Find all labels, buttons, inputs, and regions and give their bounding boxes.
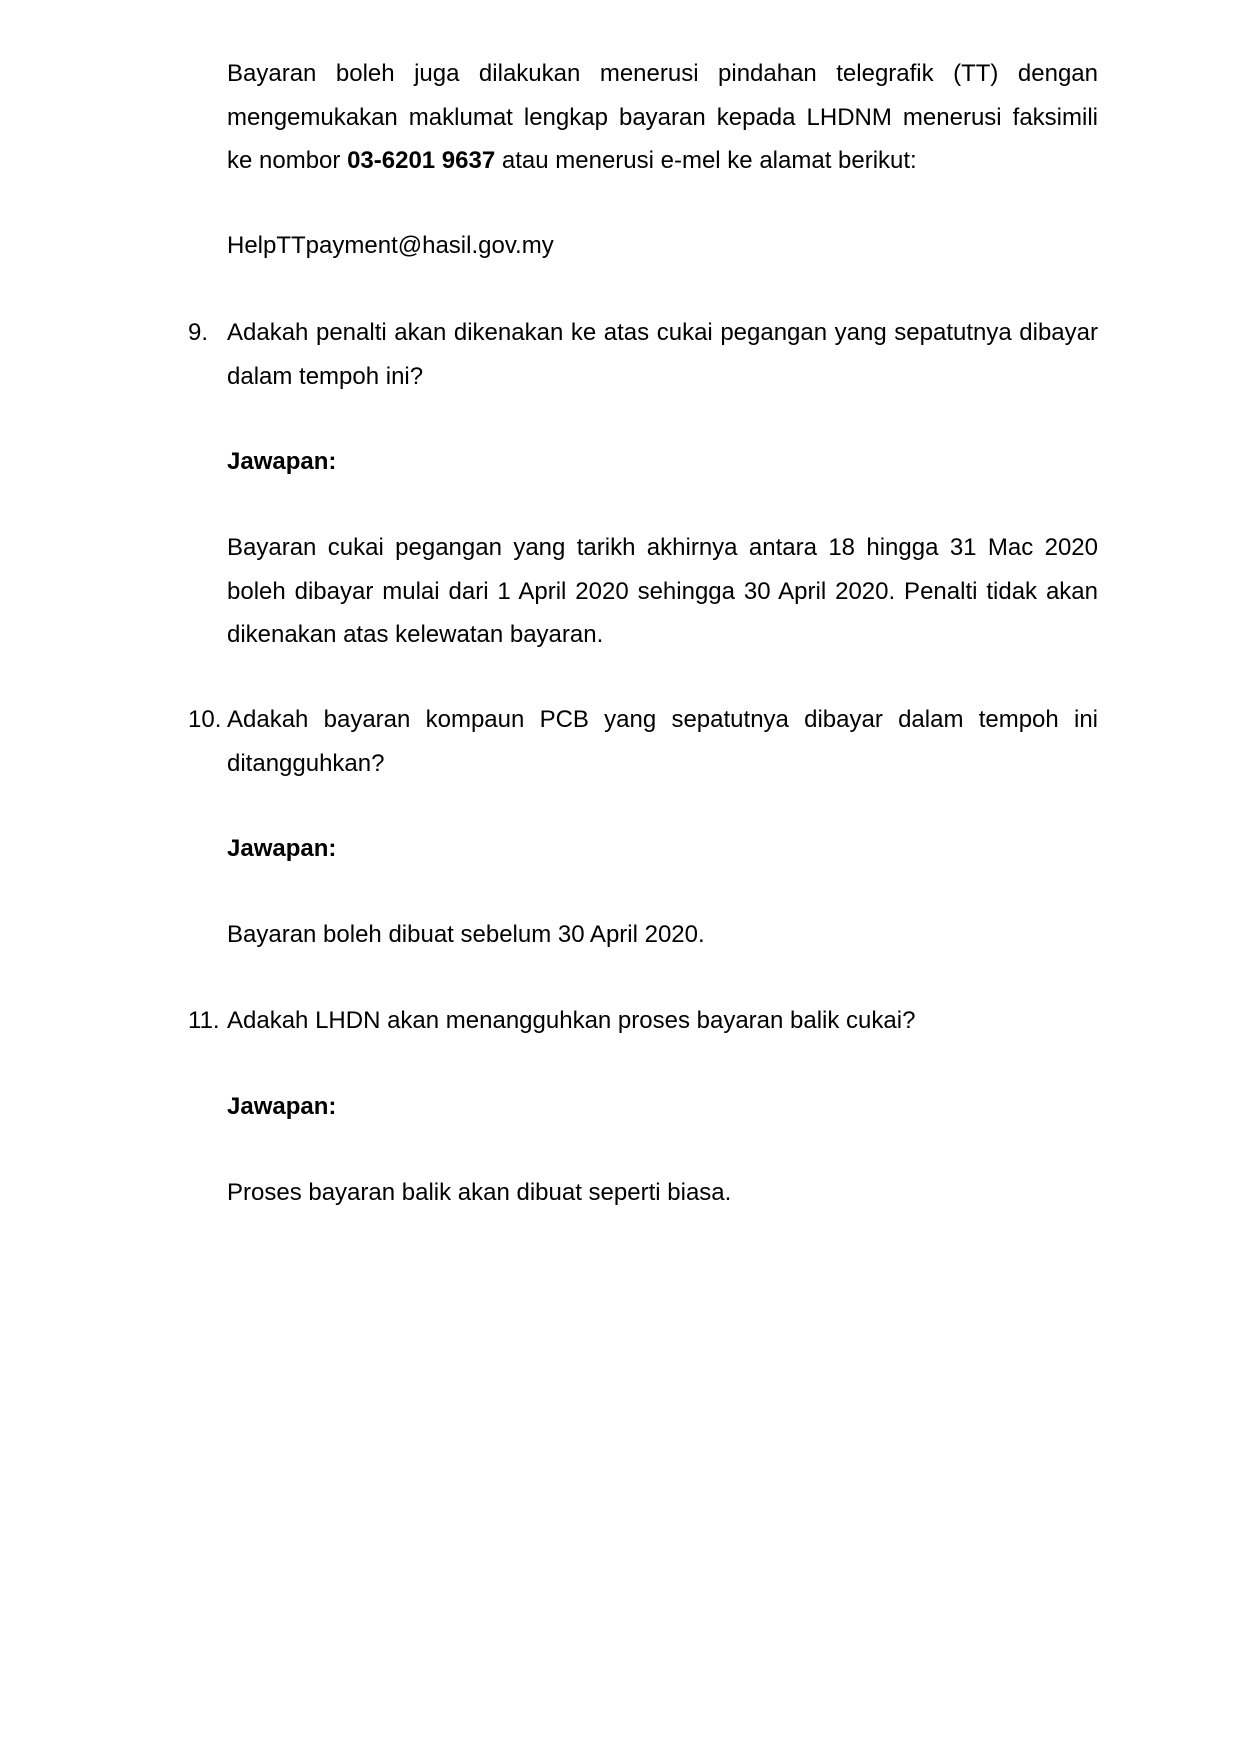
intro-text-after: atau menerusi e-mel ke alamat berikut: bbox=[495, 147, 917, 174]
question-text: Adakah bayaran kompaun PCB yang sepatutnya dibayar dalam tempoh ini ditangguhkan? bbox=[227, 706, 1098, 777]
question-number: 9. bbox=[188, 319, 209, 346]
answer-text: Bayaran cukai pegangan yang tarikh akhirnya antara 18 hingga 31 Mac 2020 boleh dibayar mulai dari 1 April 2020 sehingga 30 April 2020. Penalti tidak akan dikenakan atas kelewatan bayaran. bbox=[227, 534, 1098, 648]
question-number: 10. bbox=[188, 706, 222, 733]
question-text: Adakah penalti akan dikenakan ke atas cukai pegangan yang sepatutnya dibayar dalam tempoh ini? bbox=[227, 319, 1098, 390]
intro-text-before: Bayaran boleh juga dilakukan menerusi pindahan telegrafik (TT) dengan mengemukakan maklumat lengkap bayaran kepada LHDNM menerusi faksimili ke nombor bbox=[227, 60, 1098, 174]
email-address: HelpTTpayment@hasil.gov.my bbox=[227, 232, 554, 259]
answer-text: Bayaran boleh dibuat sebelum 30 April 2020. bbox=[227, 921, 705, 948]
answer-text: Proses bayaran balik akan dibuat seperti biasa. bbox=[227, 1179, 732, 1206]
fax-number: 03-6201 9637 bbox=[347, 147, 496, 174]
question-text: Adakah LHDN akan menangguhkan proses bayaran balik cukai? bbox=[227, 1007, 916, 1034]
intro-paragraph bbox=[227, 52, 1098, 183]
answer-label: Jawapan: bbox=[227, 835, 337, 862]
question-number: 11. bbox=[188, 1007, 220, 1034]
answer-label: Jawapan: bbox=[227, 448, 337, 475]
answer-label: Jawapan: bbox=[227, 1093, 337, 1120]
